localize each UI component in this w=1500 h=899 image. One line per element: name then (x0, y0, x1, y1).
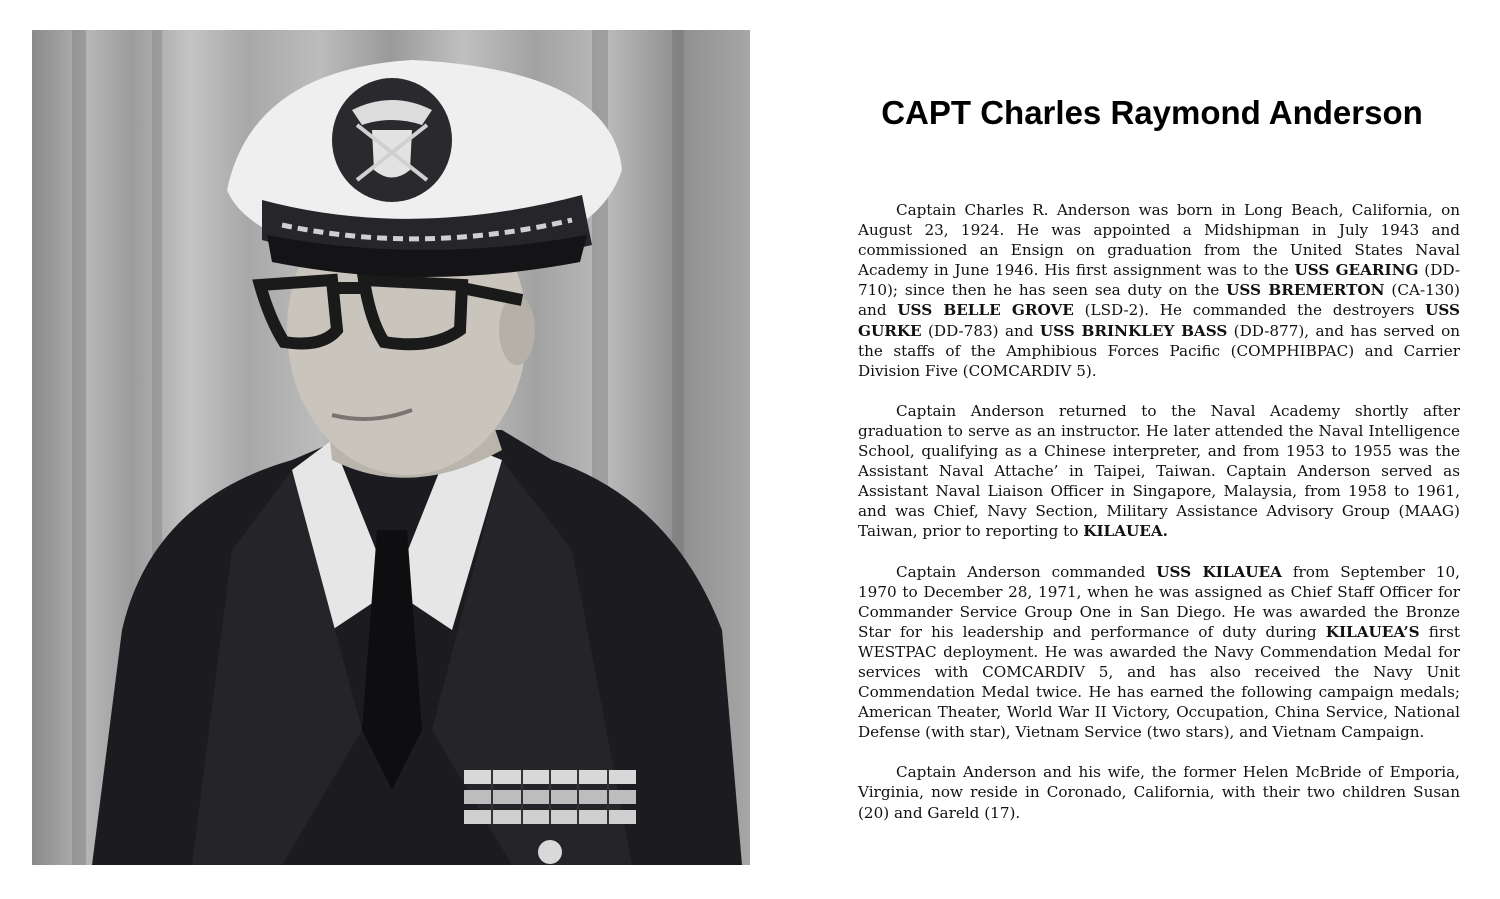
bio-paragraph (858, 762, 1460, 822)
ribbon-bars (464, 770, 636, 824)
ship-name: USS BREMERTON (1226, 281, 1385, 300)
bio-paragraph (858, 562, 1460, 743)
bio-text: (DD-710); since then he has seen sea duty on the (858, 261, 1460, 300)
bio-text: (DD-783) and (921, 321, 1040, 340)
badge-icon (538, 840, 562, 864)
ship-name: USS KILAUEA (1156, 562, 1282, 581)
portrait-photo (32, 30, 750, 865)
portrait-illustration (32, 30, 750, 865)
bio-text: (LSD-2). He commanded the destroyers (1073, 301, 1426, 320)
bio-text: Captain Charles R. Anderson was born in Long Beach, California, on August 23, 1924. He was appointed a Midshipman in July 1943 and commissioned an Ensign on graduation from the United States Naval Academy in June 1946. His first assignment was to the (858, 201, 1460, 280)
ship-name: USS GEARING (1294, 261, 1419, 280)
bio-text: (DD-877), and has served on the staffs of the Amphibious Forces Pacific (COMPHIBPAC) and Carrier Division Five (COMCARDIV 5). (858, 321, 1460, 380)
ship-name: USS BELLE GROVE (897, 301, 1074, 320)
ship-name: USS BRINKLEY BASS (1039, 321, 1228, 340)
bio-text: Captain Anderson returned to the Naval Academy shortly after graduation to serve as an instructor. He later attended the Naval Intelligence School, qualifying as a Chinese interpreter, and from 1953 to 1955 was the Assistant Naval Attache’ in Taipei, Taiwan. Captain Anderson served as Assistant Naval Liaison Officer in Singapore, Malaysia, from 1958 to 1961, and was Chief, Navy Section, Military Assistance Advisory Group (MAAG) Taiwan, prior to reporting to (858, 401, 1460, 541)
bio-text: first WESTPAC deployment. He was awarded the Navy Commendation Medal for services with COMCARDIV 5, and has also received the Navy Unit Commendation Medal twice. He has earned the following campaign medals; American Theater, World War II Victory, Occupation, China Service, National Defense (with star), Vietnam Service (two stars), and Vietnam Campaign. (858, 622, 1460, 742)
bio-text: from September 10, 1970 to December 28, 1971, when he was assigned as Chief Staff Officer for Commander Service Group One in San Diego. He was awarded the Bronze Star for his leadership and performance of duty during (858, 562, 1460, 641)
bio-text: (CA-130) and (858, 281, 1460, 320)
biography (858, 200, 1460, 843)
ship-name: USS GURKE (858, 301, 1461, 340)
ship-name: KILAUEA’S (1325, 622, 1420, 641)
bio-text: Captain Anderson and his wife, the former Helen McBride of Emporia, Virginia, now reside in Coronado, California, with their two children Susan (20) and Gareld (17). (858, 763, 1460, 822)
page-title: CAPT Charles Raymond Anderson (881, 94, 1423, 131)
bio-paragraph (858, 200, 1460, 381)
uniform-jacket (92, 430, 742, 865)
ship-name: KILAUEA. (1083, 522, 1168, 541)
bio-text: Captain Anderson commanded (896, 562, 1157, 581)
cap-insignia-icon (332, 78, 452, 202)
bio-paragraph (858, 401, 1460, 542)
